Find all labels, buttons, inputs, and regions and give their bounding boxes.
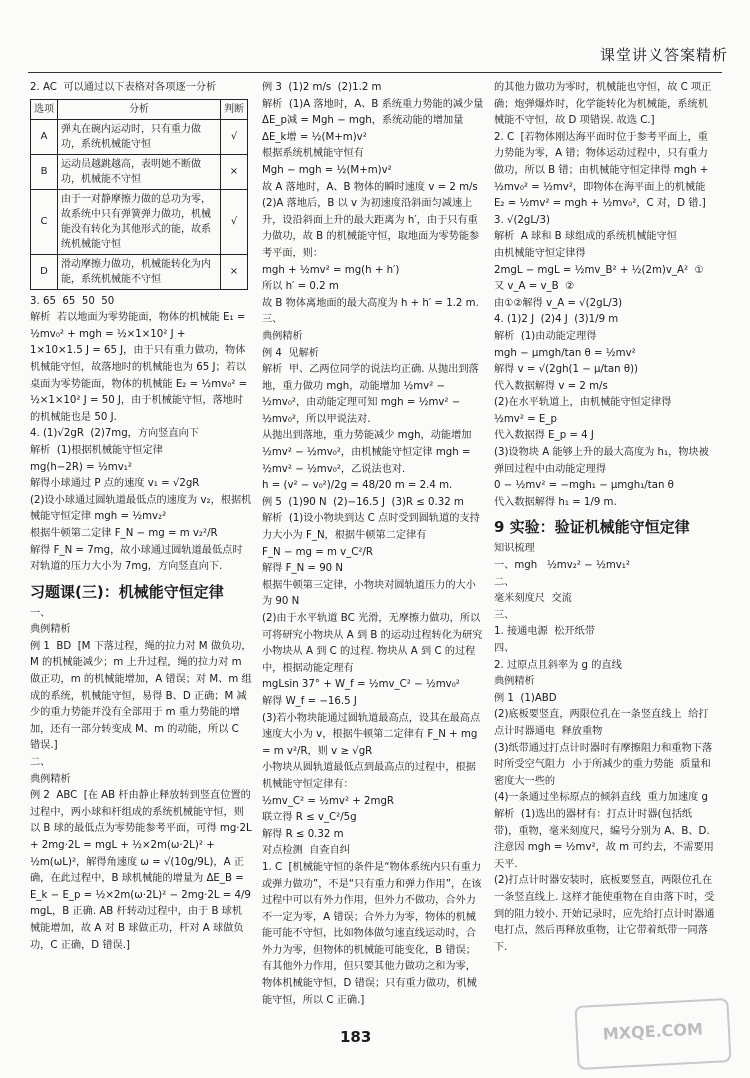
text-line: 3. 65 65 50 50 (30, 295, 115, 307)
table-cell-analysis: 滑动摩擦力做功，机械能转化为内能，系统机械能不守恒 (58, 254, 221, 289)
text-line: ½mv² = E_p (494, 413, 557, 425)
text-line: mgLsin 37° + W_f = ½mv_C² − ½mv₀² (262, 679, 460, 691)
text-line: 2. C [若物体刚达海平面时位于参考平面上，重力势能为零，A 错；物体运动过程中，只有重力做功，所以 B 错；由机械能守恒定律得 mgh + ½mv₀² = ½mv²，即物体在海平面上的机械能 E₂ = ½mv² = mgh + ½mv₀²，C 对，D 错.] (494, 131, 712, 210)
text-line: 解得 R ≤ 0.32 m (262, 828, 344, 840)
text-line: 3. √(2gL/3) (494, 214, 550, 226)
text-line: 解析 若以地面为零势能面，物体的机械能 E₁ = ½mv₀² + mgh = ½×1×10² J + (30, 312, 249, 340)
text-line: mgh − μmgh/tan θ = ½mv² (494, 347, 636, 359)
text-line: 故 B 物体离地面的最大高度为 h + h′ = 1.2 m. (262, 297, 479, 309)
text-line: 解得 F_N = 90 N (262, 563, 344, 575)
text-line: (3)设物块 A 能够上升的最大高度为 h₁，物块被弹回过程中由动能定理得 (494, 447, 709, 475)
text-line: ½mv_C² = ½mv² + 2mgR (262, 795, 395, 807)
text-line: 一、mgh ½mv₂² − ½mv₁² (494, 560, 630, 572)
text-line: 四、 (494, 643, 515, 654)
text-line: 解析 (1)由动能定理得 (494, 330, 597, 342)
text-line: 解析 (1)选出的器材有：打点计时器(包括纸带)，重物，毫米刻度尺，编号分别为 A、B、D. 注意因 mgh = ½mv²，故 m 可约去，不需要用天平. (494, 808, 714, 870)
section-title-exercise-3: 习题课(三)：机械能守恒定律 (30, 582, 224, 601)
text-line: 解得小球通过 P 点的速度 v₁ = √2gR (30, 478, 200, 490)
section-title-experiment-9: 9 实验：验证机械能守恒定律 (494, 518, 690, 537)
header-divider (28, 72, 722, 73)
page-number: 183 (340, 1028, 372, 1046)
text-line: 典例精析 (262, 330, 303, 342)
text-line: 代入数据解得 v = 2 m/s (494, 380, 608, 392)
text-line: Mgh − mgh = ½(M+m)v² (262, 164, 392, 176)
text-line: 0 − ½mv² = −mgh₁ − μmgh₁/tan θ (494, 480, 674, 492)
text-line: 例 3 (1)2 m/s (2)1.2 m (262, 82, 382, 93)
text-line: 故 A 落地时，A、B 物体的瞬时速度 v = 2 m/s (262, 181, 478, 193)
column-right (494, 80, 716, 956)
header-title: 课堂讲义答案精析 (599, 46, 728, 64)
text-line: 小物块从圆轨道最低点到最高点的过程中，根据机械能守恒定律有： (262, 762, 476, 790)
col1-lines-b (30, 606, 255, 954)
table-cell-judgment: × (221, 154, 248, 189)
text-line: 例 1 BD [M 下落过程，绳的拉力对 M 做负功，M 的机械能减少；m 上升过程，绳的拉力对 m 做正功，m 的机械能增加，A 错误；对 M、m 组成的系统，机械能守恒，易得 B、D 正确；M 减少的重力势能并没有全部用于 m 重力势能的增加，还有一部分转变成 M、m 的动能，所以 C 错误.] (30, 640, 252, 752)
text-line: mgh + ½mv² = mg(h + h′) (262, 264, 400, 276)
table-header: 判断 (221, 99, 248, 119)
text-line: 联立得 R ≤ v_C²/5g (262, 812, 357, 824)
text-line: 典例精析 (494, 676, 535, 688)
text-line: 由①②解得 v_A = √(2gL/3) (494, 297, 623, 309)
table-cell-judgment: √ (221, 119, 248, 154)
text-line: 由机械能守恒定律得 (494, 247, 586, 259)
text-line: 1. C [机械能守恒的条件是“物体系统内只有重力或弹力做功”，不是“只有重力和弹力作用”，在该过程中可以有外力作用，但外力不做功，合外力不一定为零，A 错误；合外力为零，物体的机械能可能不守恒，比如物体做匀速直线运动时，合外力为零，但物体的机械能可能变化，B 错误；有其他外力作用，但只要其他力做功之和为零，物体机械能守恒，D 错误；只有重力做功，机械能守恒，所以 C 正确.] (262, 861, 482, 1006)
text-line: 知识梳理 (494, 543, 535, 555)
col1-lines-a (30, 294, 252, 576)
text-line: mg(h−2R) = ½mv₁² (30, 461, 132, 473)
text-line: 例 1 (1)ABD (494, 692, 557, 704)
table-cell-judgment: × (221, 254, 248, 289)
text-line: 例 2 ABC [在 AB 杆由静止释放转到竖直位置的过程中，两小球和杆组成的系统机械能守恒，则以 B 球的最低点为零势能参考平面，可得 mg·2L + 2mg·2L = mgL + ½×2m(ω·2L)² + ½m(ωL)²，解得角速度 ω = √(10g/9L)，A 正确，在此过程中，B 球机械能的增量为 ΔE_B = E_k − E_p = ½×2m(ω·2L)² − 2mg·2L = 4/9 mgL，B 正确. AB 杆转动过程中，由于 B 球机械能增加，故 A 对 B 球做正功，杆对 A 球做负功，C 正确，D 错误.] (30, 790, 255, 951)
table-cell-analysis: 运动员越跳越高，表明她不断做功，机械能不守恒 (58, 154, 221, 189)
col3-lines-a (494, 80, 716, 511)
text-line: 1. 接通电源 松开纸带 (494, 626, 595, 638)
text-line: 毫米刻度尺 交流 (494, 593, 572, 605)
text-line: 所以 h′ = 0.2 m (262, 281, 339, 293)
text-line: 4. (1)√2gR (2)7mg，方向竖直向下 (30, 428, 199, 440)
text-line: (2)A 落地后，B 以 v 为初速度沿斜面匀减速上升，设沿斜面上升的最大距离为 h′，由于只有重力做功，故 B 的机械能守恒，取地面为零势能参考平面，则： (262, 198, 480, 259)
table-header-row (31, 99, 248, 119)
text-line: (2)设小球通过圆轨道最低点的速度为 v₂，根据机械能守恒定律 mgh = ½mv₂² (30, 494, 252, 523)
text-line: (2)底板要竖直，两限位孔在一条竖直线上 给打点计时器通电 释放重物 (494, 709, 709, 737)
column-left (30, 80, 255, 954)
text-line: F_N − mg = m v_C²/R (262, 546, 373, 558)
answer-2-intro: 2. AC 可以通过以下表格对各项逐一分析 (30, 82, 217, 93)
text-line: 解析 (1)根据机械能守恒定律 (30, 444, 163, 456)
text-line: 又 v_A = v_B ② (494, 281, 575, 293)
text-line: ΔE_k增 = ½(M+m)v² (262, 131, 367, 143)
table-header: 分析 (58, 99, 221, 119)
text-line: 根据系统机械能守恒有 (262, 148, 364, 160)
text-line: 解析 (1)A 落地时，A、B 系统重力势能的减少量 ΔE_p减 = Mgh − mgh，系统动能的增加量 (262, 98, 487, 127)
watermark-logo: MXQE.COM (574, 998, 731, 1070)
text-line: 二、 (30, 757, 51, 769)
text-line: 解得 W_f = −16.5 J (262, 695, 357, 707)
col2-lines-a (262, 80, 487, 1009)
text-line: 2mgL − mgL = ½mv_B² + ½(2m)v_A² ① (494, 264, 704, 276)
col3-lines-b (494, 541, 716, 956)
analysis-table (30, 99, 248, 290)
table-cell-option: B (31, 154, 58, 189)
table-cell-option: D (31, 254, 58, 289)
text-line: 解得 F_N = 7mg，故小球通过圆轨道最低点时对轨道的压力大小为 7mg，方向竖直向下. (30, 544, 243, 573)
text-line: h = (v² − v₀²)/2g = 48/20 m = 2.4 m. (262, 480, 453, 492)
text-line: (2)打点计时器安装时，底板要竖直，两限位孔在一条竖直线上. 这样才能使重物在自由落下时，受到的阻力较小. 开始记录时，应先给打点计时器通电打点，然后再释放重物，让它带着纸带一同落下. (494, 875, 715, 953)
text-line: 解析 (1)设小物块到达 C 点时受到圆轨道的支持力大小为 F_N，根据牛顿第二定律有 (262, 513, 480, 542)
text-line: 代入数据解得 h₁ = 1/9 m. (494, 496, 617, 508)
text-line: 4. (1)2 J (2)4 J (3)1/9 m (494, 314, 619, 326)
text-line: 2. 过原点且斜率为 g 的直线 (494, 659, 622, 671)
text-line: 1×10×1.5 J = 65 J，由于只有重力做功，物体机械能守恒，故落地时的机械能也为 65 J；若以桌面为零势能面，物体的机械能 E₂ = ½mv₀² = ½×1×10² J = 50 J，由于机械能守恒，落地时的机械能也是 50 J. (30, 345, 251, 423)
text-line: 典例精析 (30, 773, 71, 785)
text-line: 根据牛顿第二定律 F_N − mg = m v₂²/R (30, 527, 218, 539)
text-line: 的其他力做功为零时，机械能也守恒，故 C 项正确；炮弹爆炸时，化学能转化为机械能，系统机械能不守恒，故 D 项错误. 故选 C.] (494, 82, 712, 127)
text-line: 三、 (262, 314, 283, 326)
text-line: (3)若小物块能通过圆轨道最高点，设其在最高点速度大小为 v，根据牛顿第二定律有 F_N + mg = m v²/R，则 v ≥ √gR (262, 712, 481, 757)
table-row (31, 154, 248, 189)
text-line: (4)一条通过坐标原点的倾斜直线 重力加速度 g (494, 792, 708, 804)
table-cell-analysis: 弹丸在碗内运动时，只有重力做功，系统机械能守恒 (58, 119, 221, 154)
table-cell-analysis: 由于一对静摩擦力做的总功为零，故系统中只有弹簧弹力做功，机械能没有转化为其他形式的能，故系统机械能守恒 (58, 189, 221, 254)
text-line: (2)由于水平轨道 BC 光滑，无摩擦力做功，所以可将研究小物块从 A 到 B 的运动过程转化为研究小物块从 A 到 C 的过程. 物块从 A 到 C 的过程中，根据动能定理有 (262, 613, 483, 674)
text-line: 代入数据得 E_p = 4 J (494, 430, 594, 442)
table-row (31, 189, 248, 254)
text-line: 解析 A 球和 B 球组成的系统机械能守恒 (494, 231, 677, 243)
text-line: 二、 (494, 576, 515, 588)
text-line: (2)在水平轨道上，由机械能守恒定律得 (494, 397, 672, 409)
table-cell-judgment: √ (221, 189, 248, 254)
text-line: 根据牛顿第三定律，小物块对圆轨道压力的大小为 90 N (262, 579, 476, 608)
text-line: 对点检测 自查自纠 (262, 845, 350, 857)
text-line: 解得 v = √(2gh(1 − μ/tan θ)) (494, 364, 639, 376)
table-cell-option: C (31, 189, 58, 254)
text-line: (3)纸带通过打点计时器时有摩擦阻力和重物下落时所受空气阻力 小于所减少的重力势能 质量和密度大一些的 (494, 742, 713, 787)
table-row (31, 119, 248, 154)
text-line: 例 5 (1)90 N (2)−16.5 J (3)R ≤ 0.32 m (262, 496, 464, 508)
text-line: 典例精析 (30, 624, 71, 636)
table-cell-option: A (31, 119, 58, 154)
table-header: 选项 (31, 99, 58, 119)
table-row (31, 254, 248, 289)
text-line: 解析 甲、乙两位同学的说法均正确. 从抛出到落地，重力做功 mgh，动能增加 ½mv² − ½mv₀²，由动能定理可知 mgh = ½mv² − ½mv₀²，所以甲说法对. (262, 364, 479, 425)
text-line: 一、 (30, 607, 51, 619)
text-line: 从抛出到落地，重力势能减少 mgh，动能增加 ½mv² − ½mv₀²，由机械能守恒定律 mgh = ½mv² − ½mv₀²，乙说法也对. (262, 430, 475, 475)
text-line: 三、 (494, 609, 515, 621)
column-middle (262, 80, 487, 1009)
text-line: 例 4 见解析 (262, 347, 319, 359)
